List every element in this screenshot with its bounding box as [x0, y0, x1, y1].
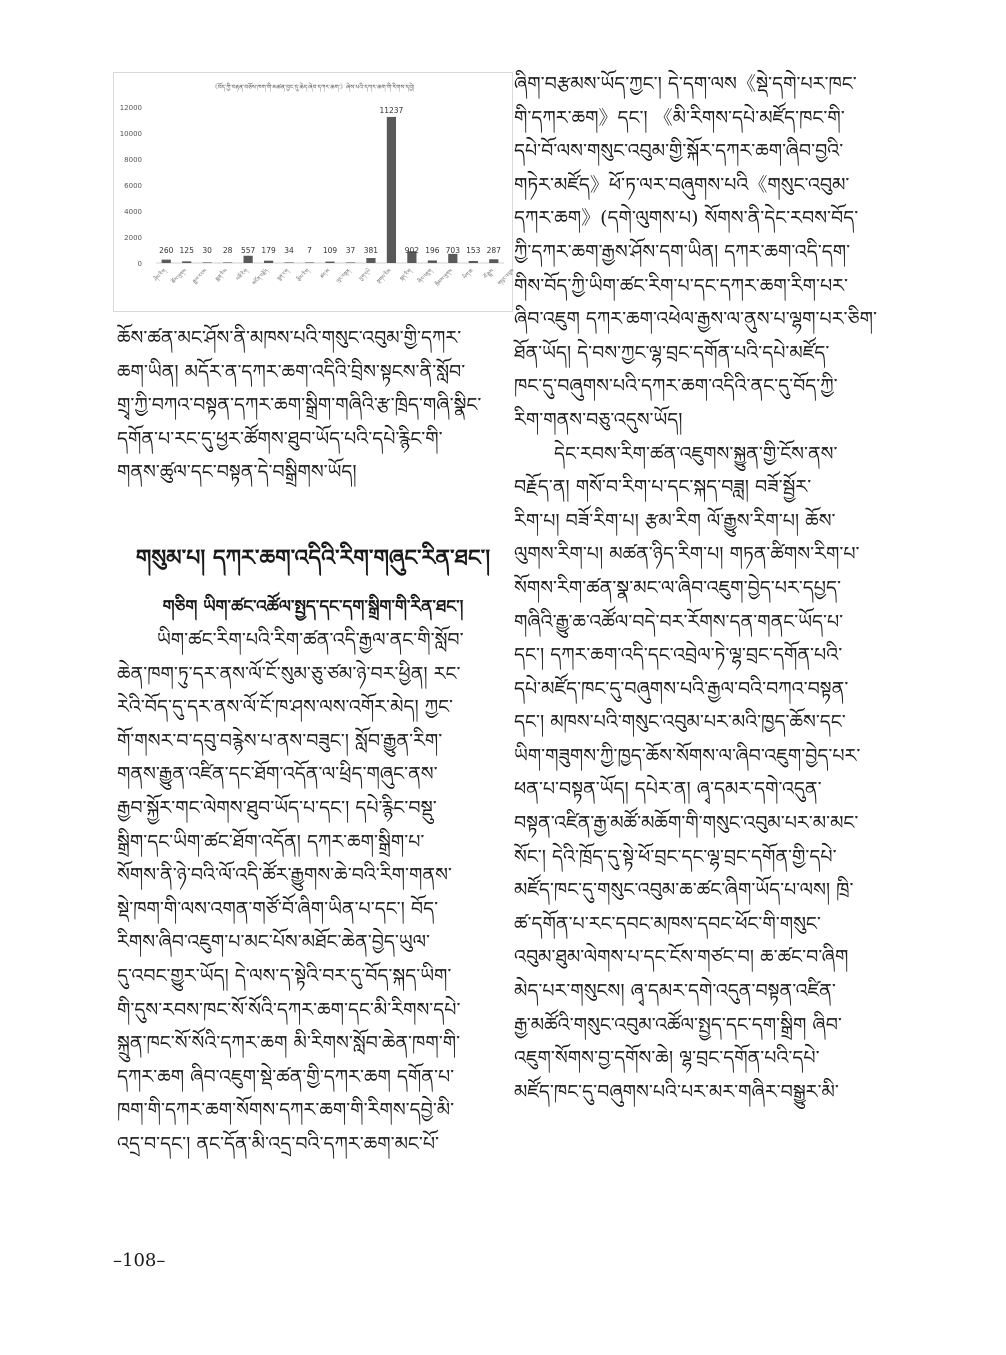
- text-line: དཀར་ཆག》(དགེ་ལུགས་པ) སོགས་ནི་དེང་རབས་བོད་: [514, 207, 859, 230]
- data-label: 125: [179, 246, 194, 255]
- x-tick-label: ཁྲིམས་ལུགས: [434, 268, 455, 288]
- data-label: 11237: [379, 105, 404, 115]
- bar: [489, 259, 498, 263]
- bar: [284, 262, 293, 263]
- text-line: གཏེར་མཛོད》ཕོ་ཏ་ལར་བཞུགས་པའི《གསུང་འབུམ་: [514, 173, 850, 196]
- text-line: དགོན་པ་རང་དུ་ཕྱར་ཚོགས་ཐུབ་ཡོད་པའི་དཔེ་རྙིང་གི་: [117, 427, 443, 450]
- paragraph: [117, 322, 507, 490]
- data-label: 179: [261, 246, 276, 255]
- text-line: མཛོད་ཁང་དུ་གསུང་འབུམ་ཆ་ཚང་ཞིག་ཡོད་པ་ལས། ཁྲི་: [514, 879, 854, 902]
- text-line: ཞིབ་འཇུག དཀར་ཆག་འཕེལ་རྒྱས་ལ་ནུས་པ་ལྷག་པར་ཅིག་: [514, 308, 877, 331]
- x-tick-label: མངོན་བརྗོད: [251, 268, 271, 287]
- page-number: –108–: [113, 1250, 166, 1271]
- x-tick-label: ཚད་མ: [319, 268, 332, 281]
- x-tick-label: གསུང་འབུམ: [496, 268, 516, 287]
- text-line: འཇུག་སོགས་བྱ་དགོས་ཆེ། ལྷ་བྲང་དགོན་པའི་དཔེ་: [514, 1047, 820, 1070]
- text-line: རེའི་བོད་དུ་དར་ནས་ལོ་ངོ་ཁ་ཤས་ལས་འགོར་མེད། ཀྱང་: [117, 696, 454, 719]
- left-column-paragraph-1: [117, 322, 507, 490]
- data-label: 902: [404, 246, 420, 255]
- text-line: དཔེ་བོ་ལས་གསུང་འབུམ་གྱི་སྐོར་དཀར་ཆག་ཞིབ་བྱའི་: [514, 140, 844, 163]
- bar: [203, 262, 212, 263]
- data-label: 557: [240, 246, 256, 255]
- text-line: དང་། དཀར་ཆག་འདི་དང་འབྲེལ་ཏེ་ལྷ་བྲང་དགོན་པའི་: [514, 644, 843, 667]
- text-line: ཁང་དུ་བཞུགས་པའི་དཀར་ཆག་འདིའི་ནང་དུ་བོད་ཀྱི་: [514, 375, 838, 398]
- text-line: རྒྱ་མཚོའི་གསུང་འབུམ་འཚོལ་སྤྱད་དང་དག་སྒྲིག ཞིབ་: [514, 1013, 842, 1036]
- right-column: [514, 68, 904, 1109]
- bar-chart: [113, 72, 516, 312]
- x-tick-label: སྨན་རིས: [214, 268, 230, 283]
- text-line: གནས་རྒྱུན་འཛིན་དང་ཐོག་འདོན་ལ་ཕྲིད་གཞུང་ནས་: [117, 763, 438, 786]
- text-line: སོང་། དེའི་ཁྲོད་དུ་སྟེ་ཕོ་བྲང་དང་ལྷ་བྲང་དགོན་གྱི་དཔེ་: [514, 845, 837, 868]
- bar: [325, 262, 334, 263]
- data-label: 7: [307, 246, 312, 255]
- y-tick-label: 2000: [124, 234, 142, 242]
- bar: [223, 262, 232, 263]
- text-line: དུ་འབང་གྱུར་ཡོད། དེ་ལས་ད་སྟེའི་བར་དུ་བོད་སྐད་ཡིག་: [117, 964, 452, 987]
- text-line: སྐྲུན་ཁང་སོ་སོའི་དཀར་ཆག མི་རིགས་སློབ་ཆེན་ཁག་གི་: [117, 1032, 461, 1055]
- paragraph: [514, 438, 904, 1110]
- bar: [387, 117, 396, 263]
- data-label: 381: [363, 246, 379, 255]
- data-label: 287: [486, 246, 501, 255]
- text-line: སོགས་ནི་ཉེ་བའི་ལོ་འདི་ཚོར་རྒྱུགས་ཆེ་བའི་རིག་གནས་: [117, 864, 452, 887]
- y-tick-label: 0: [137, 260, 142, 268]
- text-line: ཚ་དགོན་པ་རང་དབང་མཁས་དབང་ཕོང་གི་གསུང་: [514, 912, 821, 935]
- data-label: 153: [466, 246, 481, 255]
- bar: [244, 256, 253, 263]
- paragraph: [117, 624, 509, 1162]
- text-line: འབུམ་ཐུམ་ལེགས་པ་དང་ངོས་གཙང་བ། ཆ་ཚང་བ་ཞིག: [514, 946, 849, 969]
- text-line: ཞིག་བརྩམས་ཡོད་ཀྱང་། དེ་དག་ལས《སྡེ་དགེ་པར་ཁང་: [514, 73, 857, 95]
- data-label: 196: [425, 246, 440, 255]
- text-line: ཕན་པ་བསྟན་ཡོད། དཔེར་ན། ཞྭ་དམར་དགེ་འདུན་: [514, 778, 822, 801]
- section-heading: གསུམ་པ། དཀར་ཆག་འདིའི་རིག་གཞུང་རིན་ཐང་།: [135, 545, 491, 571]
- text-line: གི་དཀར་ཆག》དང་། 《མི་རིགས་དཔེ་མཛོད་ཁང་གི་: [514, 106, 845, 129]
- text-line: དཀར་ཆག ཞིབ་འཇུག་སྡེ་ཚན་གྱི་དཀར་ཆག དགོན་པ་: [117, 1065, 455, 1088]
- bar: [182, 261, 191, 263]
- text-line: ཡིག་གཟུགས་ཀྱི་ཁྱད་ཆོས་སོགས་ལ་ཞིབ་འཇུག་བྱེད་པར་: [514, 744, 861, 767]
- text-line: ཀྱི་དཀར་ཆག་རྒྱས་ཤོས་དག་ཡིན། དཀར་ཆག་འདི་དག་: [514, 240, 851, 263]
- y-tick-label: 10000: [119, 130, 142, 138]
- text-line: རྒྱབ་སྐྱོར་གང་ལེགས་ཐུབ་ཡོད་པ་དང་། དཔེ་རྙིང་བསྡུ་: [117, 796, 437, 819]
- y-tick-label: 12000: [119, 104, 142, 112]
- data-label: 28: [222, 246, 233, 255]
- bar: [162, 260, 171, 263]
- x-tick-label: ལོ་རྒྱུས: [482, 268, 496, 281]
- text-line: མེད་པར་གསུངས། ཞྭ་དམར་དགེ་འདུན་བསྟན་འཛིན་: [514, 980, 836, 1003]
- data-label: 109: [322, 246, 338, 255]
- text-line: འདྲ་བ་དང་། ནང་དོན་མི་འདྲ་བའི་དཀར་ཆག་མང་པོ་: [117, 1132, 440, 1155]
- text-line: བརྗོད་ན། གསོ་བ་རིག་པ་དང་སྐད་བཟླ། བཟོ་སྦྱོར་: [514, 476, 812, 499]
- bar: [346, 262, 355, 263]
- data-label: 34: [284, 246, 294, 255]
- text-line: སོགས་རིག་ཚན་སྣ་མང་ལ་ཞིབ་འཇུག་བྱེད་པར་དཔྱད་: [514, 576, 841, 599]
- text-line: ཆག་ཡིན། མདོར་ན་དཀར་ཆག་འདིའི་བྲིས་སྟངས་ནི་སློབ་: [117, 360, 466, 383]
- x-tick-label: སྙན་ངག: [276, 268, 291, 283]
- subsection-heading: གཅིག ཡིག་ཚང་འཚོལ་སྤྱད་དང་དག་སྒྲིག་གི་རིན་ཐང་།: [162, 597, 464, 617]
- text-line: གྲྭ་ཀྱི་བཀའ་བསྟན་དཀར་ཆག་སྒྲིག་གཞིའི་རྩ་ཁྲིད་གཞི་སྣིང་: [117, 394, 482, 417]
- text-line: ཆོས་ཚན་མང་ཤོས་ནི་མཁས་པའི་གསུང་འབུམ་གྱི་དཀར་: [117, 327, 462, 349]
- text-line: ཆེན་ཁག་ཏུ་དར་ནས་ལོ་ངོ་སུམ་ཅུ་ཙམ་ཉེ་བར་ཕྱིན། རང་: [117, 662, 461, 685]
- left-column-paragraph-2: [117, 624, 509, 1162]
- text-line: དང་། མཁས་པའི་གསུང་འབུམ་པར་མའི་ཁྱད་ཆོས་དང་: [514, 711, 846, 734]
- x-tick-label: ཕྱག་དཔེ: [358, 268, 373, 283]
- text-line: ཁག་གི་དཀར་ཆག་སོགས་དཀར་ཆག་གི་རིགས་དབྱེ་མི་: [117, 1099, 455, 1122]
- bar: [264, 261, 273, 263]
- y-tick-label: 8000: [124, 156, 142, 164]
- x-tick-label: ཆོས་ལུགས: [170, 268, 189, 286]
- text-line: གནས་ཚུལ་དང་བསྟན་དེ་བསྒྲིགས་ཡོད།: [117, 461, 357, 484]
- data-label: 30: [202, 246, 212, 255]
- chart-title: 《བོད་ཀྱི་བརྟན་བཅོས་ཁག་གི་མཚན་བྱང་དུ་ཆེད་ཞེབ་དཀར་ཆག་》ཞེས་པའི་དཀར་ཆག་གི་རིགས་དབྱེ།: [211, 84, 415, 91]
- text-line: རིགས་ཞིབ་འཇུག་པ་མང་པོས་མཐོང་ཆེན་བྱེད་ཡུལ་: [117, 931, 431, 954]
- x-tick-label: སྐད་རིག: [399, 268, 414, 283]
- x-tick-label: བཟོ་རིག: [235, 268, 250, 283]
- y-tick-label: 4000: [124, 208, 142, 216]
- text-line: དེང་རབས་རིག་ཚན་འཇུགས་སྐྱུན་གྱི་ངོས་ནས་: [554, 442, 838, 465]
- bar: [366, 258, 375, 263]
- x-tick-label: རྒྱལ་རབས: [191, 268, 209, 285]
- text-line: སྒྲིག་དང་ཡིག་ཚང་ཐོག་འདོན། དཀར་ཆག་སྒྲིག་པ་: [117, 830, 425, 853]
- bar: [448, 254, 457, 263]
- x-tick-label: ལུང་བསྟན: [335, 268, 352, 285]
- bar: [469, 261, 478, 263]
- text-line: རིག་གནས་བཅུ་འདུས་ཡོད།: [514, 408, 683, 431]
- y-tick-label: 6000: [124, 182, 142, 190]
- x-tick-label: རྩིས་རིག: [296, 268, 311, 283]
- data-label: 37: [345, 246, 356, 255]
- data-label: 703: [445, 246, 460, 255]
- x-tick-label: ཤེས་རིག: [153, 268, 168, 283]
- bar: [305, 262, 314, 263]
- text-line: གི་དུས་རབས་ཁང་སོ་སོའི་དཀར་ཆག་དང་མི་རིགས་དཔེ་: [117, 998, 461, 1021]
- x-tick-label: སྔགས་རིམ: [376, 268, 393, 285]
- text-line: རིག་པ། བཟོ་རིག་པ། རྩམ་རིག ལོ་རྒྱུས་རིག་པ། ཆོས་: [514, 509, 836, 532]
- data-label: 260: [159, 246, 174, 255]
- text-line: ཡིག་ཚང་རིག་པའི་རིག་ཚན་འདི་རྒྱལ་ནང་གི་སློབ་: [157, 629, 464, 651]
- chart-canvas: [114, 73, 516, 311]
- text-line: གཞིའི་རྒྱུ་ཆ་འཚོལ་བདེ་བར་རོགས་དན་གནང་ཡོད་པ་: [514, 610, 844, 633]
- text-line: གིས་བོད་ཀྱི་ཡིག་ཚང་རིག་པ་དང་དཀར་ཆག་རིག་པར་: [514, 274, 848, 297]
- text-line: དཔེ་མཛོད་ཁང་དུ་བཞུགས་པའི་རྒྱལ་བའི་བཀའ་བསྟན་: [514, 677, 849, 700]
- text-line: ཐོན་ཡོད། དེ་བས་ཀྱང་ལྷ་བྲང་དགོན་པའི་དཔེ་མཛོད་: [514, 341, 830, 364]
- x-tick-label: ཞིབ་འཇུག: [417, 268, 434, 285]
- bar: [428, 260, 437, 263]
- text-line: ལུགས་རིག་པ། མཚན་ཉིད་རིག་པ། གཏན་ཚིགས་རིག་པ་: [514, 543, 860, 566]
- x-tick-label: ཡིག་ཆ: [462, 268, 475, 281]
- paragraph: [514, 68, 904, 438]
- text-line: སྡེ་ཁག་གི་ལས་འགན་གཙོ་བོ་ཞིག་ཡིན་པ་དང་། བོད་: [117, 897, 439, 920]
- text-line: མཛོད་ཁང་དུ་བཞུགས་པའི་པར་མར་གཞིར་བསྒྱུར་མི་: [514, 1080, 839, 1103]
- text-line: གོ་གསར་བ་དབུ་བརྙེས་པ་ནས་བཟུང་། སློབ་རྒྱུན་རིག་: [117, 729, 443, 752]
- text-line: བསྟན་འཛིན་རྒྱ་མཚོ་མཆོག་གི་གསུང་འབུམ་པར་མ་མང་: [514, 812, 859, 835]
